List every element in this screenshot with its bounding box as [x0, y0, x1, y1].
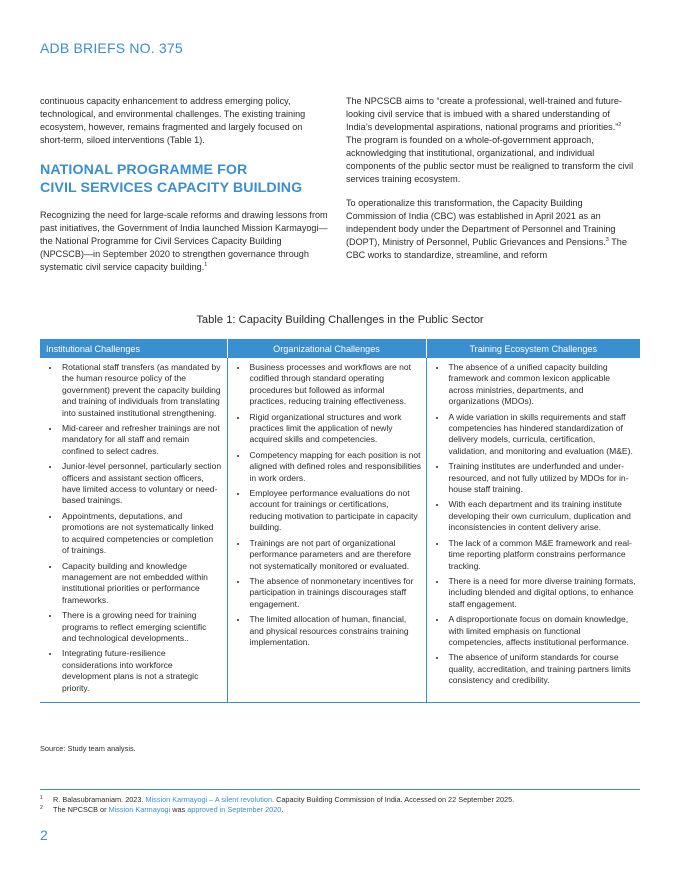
- footnote-divider: [40, 789, 640, 790]
- organizational-cell: [227, 358, 426, 702]
- list-item: • Rigid organizational structures and work practices limit the application of newly acquired skills and competencies.: [248, 412, 422, 446]
- list-item: • Rotational staff transfers (as mandated by the human resource policy of the government) prevent the capacity building and training of individuals from translating into sustained institutional strengthening.: [60, 362, 223, 419]
- list-item: • Business processes and workflows are not codified through standard operating procedures but followed as informal practices, reducing training effectiveness.: [248, 362, 422, 408]
- footnote-number: 1: [40, 795, 43, 801]
- page-number: 2: [40, 827, 48, 843]
- list-item: • A disproportionate focus on domain knowledge, with limited emphasis on functional competencies, affects institutional performance.: [447, 614, 637, 648]
- left-column: [40, 95, 328, 285]
- table-caption: Table 1: Capacity Building Challenges in the Public Sector: [196, 314, 484, 326]
- footnote-ref-3[interactable]: 3: [605, 236, 609, 243]
- header-institutional: Institutional Challenges: [40, 339, 227, 358]
- list-item: • Capacity building and knowledge management are not embedded within institutional priorities or performance frameworks.: [60, 561, 223, 607]
- list-item: • Competency mapping for each position is not aligned with defined roles and responsibilities in work orders.: [248, 450, 422, 484]
- footnote-number: 2: [40, 805, 43, 811]
- section-heading-line1: NATIONAL PROGRAMME FOR: [40, 162, 248, 178]
- list-item: • A wide variation in skills requirements and staff competencies has hindered standardization of delivery models, curricula, certification, validation, and monitoring and evaluation (M&E).: [447, 412, 637, 458]
- footnote-2: 2 The NPCSCB or Mission Karmayogi was approved in September 2020.: [40, 805, 284, 814]
- cbc-paragraph: To operationalize this transformation, the Capacity Building Commission of India (CBC) was established in April 2021 as an independent body under the Department of Personnel and Training (DOPT), Ministry of Personnel, Public Grievances and Pensions.$^3$ The CBC works to standardize, streamline, and reform: [346, 198, 627, 260]
- footnote-ref-1[interactable]: 1: [204, 261, 208, 268]
- section-heading-line2: CIVIL SERVICES CAPACITY BUILDING: [40, 180, 303, 196]
- footnote-1: 1 R. Balasubramaniam. 2023. Mission Karmayogi – A silent revolution. Capacity Building Commission of India. Accessed on 22 September 2025.: [40, 795, 515, 804]
- list-item: • Integrating future-resilience considerations into workforce development plans is not a strategic priority.: [60, 648, 223, 694]
- list-item: • Employee performance evaluations do not account for trainings or certifications, reducing motivation to participate in capacity building.: [248, 488, 422, 534]
- list-item: • The absence of nonmonetary incentives for participation in trainings discourages staff engagement.: [248, 576, 422, 610]
- list-item: • Training institutes are underfunded and under-resourced, and not fully utilized by MDOs for in-house staff training.: [447, 461, 637, 495]
- footnote-link[interactable]: approved in September 2020: [187, 805, 282, 814]
- training-ecosystem-cell: [426, 358, 640, 702]
- list-item: • The absence of uniform standards for course quality, accreditation, and training partners limits consistency and credibility.: [447, 652, 637, 686]
- header-title: ADB BRIEFS NO. 375: [40, 40, 183, 56]
- footnotes: [40, 795, 640, 815]
- list-item: • There is a need for more diverse training formats, including blended and digital options, to enhance staff engagement.: [447, 576, 637, 610]
- list-item: • With each department and its training institute developing their own curriculum, duplication and inconsistencies in content delivery arise.: [447, 499, 637, 533]
- institutional-list: [44, 362, 223, 694]
- challenges-table: [40, 339, 640, 703]
- list-item: • Trainings are not part of organizational performance parameters and are therefore not systematically monitored or evaluated.: [248, 538, 422, 572]
- npcscb-aims-paragraph: The NPCSCB aims to “create a professional, well-trained and future-looking civil service that is imbued with a shared understanding of India’s developmental aspirations, national programs and priorities.”$^2$ The program is founded on a whole-of-government approach, acknowledging that institutional, organizational, and individual components of the public sector must be realigned to transform the civil services training ecosystem.: [346, 96, 634, 184]
- organizational-list: [232, 362, 422, 648]
- list-item: • The limited allocation of human, financial, and physical resources constrains training implementation.: [248, 614, 422, 648]
- institutional-cell: [40, 358, 227, 702]
- list-item: • Mid-career and refresher trainings are not mandatory for all staff and remain confined to select cadres.: [60, 423, 223, 457]
- list-item: • The absence of a unified capacity building framework and common lexicon applicable across ministries, departments, and organizations (MDOs).: [447, 362, 637, 408]
- header-training-ecosystem: Training Ecosystem Challenges: [426, 339, 640, 358]
- table-source-note: Source: Study team analysis.: [40, 744, 136, 753]
- footnote-link[interactable]: Mission Karmayogi: [108, 805, 171, 814]
- right-column: [346, 95, 634, 273]
- mission-karmayogi-paragraph: Recognizing the need for large-scale reforms and drawing lessons from past initiatives, the Government of India launched Mission Karmayogi—the National Programme for Civil Services Capacity Building (NPCSCB)—in September 2020 to strengthen governance through systematic civil service capacity building.$^1$: [40, 210, 328, 272]
- intro-paragraph: continuous capacity enhancement to address emerging policy, technological, and environmental challenges. The existing training ecosystem, however, remains fragmented and largely focused on short-term, siloed interventions (Table 1).: [40, 96, 306, 145]
- list-item: • There is a growing need for training programs to reflect emerging scientific and technological developments..: [60, 610, 223, 644]
- footnote-ref-2[interactable]: 2: [618, 121, 622, 128]
- table-header-row: [40, 339, 640, 358]
- list-item: • The lack of a common M&E framework and real-time reporting platform constrains performance tracking.: [447, 538, 637, 572]
- section-heading: [40, 161, 328, 197]
- table-row: [40, 358, 640, 702]
- list-item: • Junior-level personnel, particularly section officers and assistant section officers, have limited access to voluntary or need-based trainings.: [60, 461, 223, 507]
- list-item: • Appointments, deputations, and promotions are not systematically linked to acquired competencies or completion of trainings.: [60, 511, 223, 557]
- footnote-link[interactable]: Mission Karmayogi – A silent revolution: [145, 795, 273, 804]
- header-organizational: Organizational Challenges: [227, 339, 426, 358]
- training-ecosystem-list: [431, 362, 637, 687]
